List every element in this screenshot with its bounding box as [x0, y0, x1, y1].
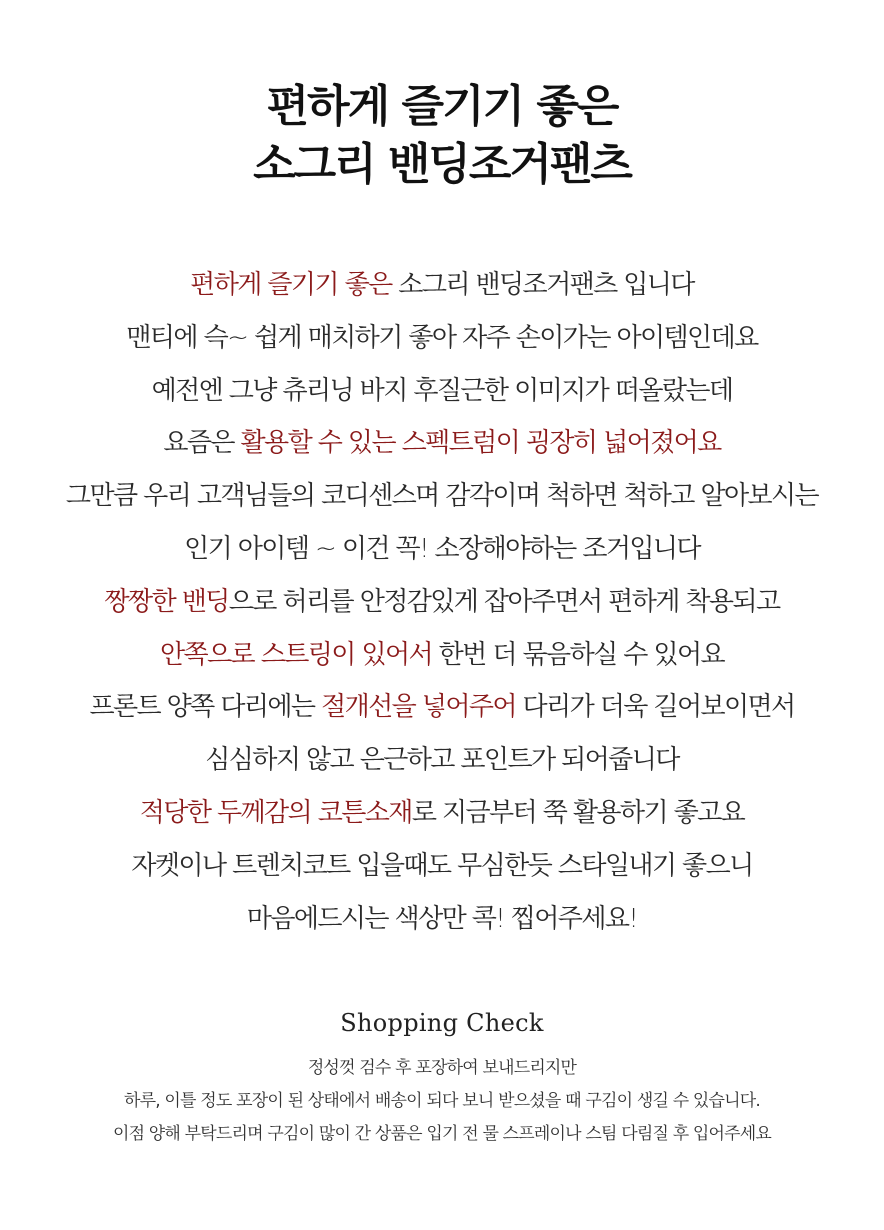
highlighted-text: 적당한 두께감의 코튼소재 [139, 797, 412, 828]
description-line [0, 632, 884, 685]
description-line [0, 526, 884, 579]
body-text: 프론트 양쪽 다리에는 [89, 692, 322, 723]
description-line [0, 579, 884, 632]
description-line [0, 262, 884, 315]
shopping-check-title: Shopping Check [340, 1009, 544, 1037]
highlighted-text: 편하게 즐기기 좋은 [190, 270, 392, 300]
description-line [0, 843, 884, 896]
body-text: 요즘은 [163, 428, 241, 459]
shopping-check-line: 이점 양해 부탁드리며 구김이 많이 간 상품은 입기 전 물 스프레이나 스팀 다림질 후 입어주세요 [112, 1124, 772, 1144]
body-text: 그만큼 우리 고객님들의 코디센스며 감각이며 척하면 척하고 알아보시는 [65, 481, 819, 512]
description-body [0, 262, 884, 948]
body-text: 예전엔 그냥 츄리닝 바지 후질근한 이미지가 떠올랐는데 [151, 375, 733, 406]
description-line [0, 684, 884, 737]
description-line [0, 896, 884, 949]
body-text: 으로 허리를 안정감있게 잡아주면서 편하게 착용되고 [228, 586, 780, 617]
description-line [0, 368, 884, 421]
description-line [0, 473, 884, 526]
highlighted-text: 절개선을 넣어주어 [321, 692, 516, 723]
highlighted-text: 안쪽으로 스트링이 있어서 [159, 639, 432, 670]
description-line [0, 737, 884, 790]
body-text: 심심하지 않고 은근하고 포인트가 되어줍니다 [205, 745, 679, 776]
description-line [0, 790, 884, 843]
body-text: 마음에드시는 색상만 콕! 찝어주세요! [246, 903, 638, 934]
description-line [0, 420, 884, 473]
shopping-check-line: 하루, 이틀 정도 포장이 된 상태에서 배송이 되다 보니 받으셨을 때 구김이 생길 수 있습니다. [123, 1091, 761, 1111]
highlighted-text: 활용할 수 있는 스펙트럼이 굉장히 넓어졌어요 [240, 428, 721, 459]
headline-line-2: 소그리 밴딩조거팬츠 [253, 139, 631, 190]
highlighted-text: 짱짱한 밴딩 [104, 586, 229, 617]
headline [0, 78, 884, 194]
shopping-check-notes [0, 1052, 884, 1151]
body-text: 소그리 밴딩조거팬츠 입니다 [391, 270, 694, 300]
body-text: 다리가 더욱 길어보이면서 [515, 692, 795, 723]
body-text: 로 지금부터 쭉 활용하기 좋고요 [411, 797, 745, 828]
body-text: 인기 아이템 ~ 이건 꼭! 소장해야하는 조거입니다 [184, 533, 700, 564]
body-text: 자켓이나 트렌치코트 입을때도 무심한듯 스타일내기 좋으니 [131, 850, 753, 881]
body-text: 맨티에 슥~ 쉽게 매치하기 좋아 자주 손이가는 아이템인데요 [126, 322, 758, 353]
shopping-check-line: 정성껏 검수 후 포장하여 보내드리지만 [307, 1058, 577, 1078]
headline-line-1: 편하게 즐기기 좋은 [266, 81, 618, 132]
body-text: 한번 더 묶음하실 수 있어요 [432, 639, 724, 670]
description-line [0, 315, 884, 368]
